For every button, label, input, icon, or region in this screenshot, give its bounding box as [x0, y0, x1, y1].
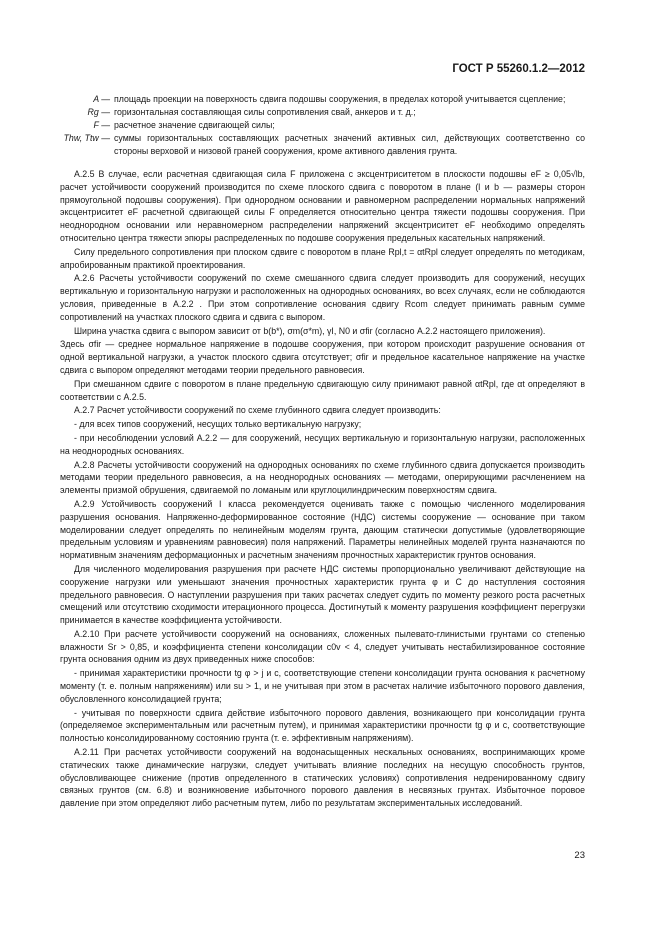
list-item: - для всех типов сооружений, несущих только вертикальную нагрузку;	[74, 419, 362, 430]
definition-row	[60, 106, 585, 119]
definition-row	[60, 132, 585, 158]
definition-row	[60, 119, 585, 132]
paragraph-a-2-8: А.2.8 Расчеты устойчивости сооружений на однородных основаниях по схеме глубинного сдвига допускается производить методами теории предельного равновесия, а на неоднородных основаниях — методами, оперирующими расчленением на элементы призмой обрушения, сдвигаемой по ломаным или круглоцилиндрическим поверхностям сдвига.	[60, 459, 585, 496]
page-number: 23	[574, 850, 585, 861]
definition-text: площадь проекции на поверхность сдвига подошвы сооружения, в пределах которой учитывается сцепление;	[114, 94, 566, 104]
paragraph-sigma-fir: Здесь σfir — среднее нормальное напряжение в подошве сооружения, при котором происходит разрушение основания от одной вертикальной нагрузки, а участок плоского сдвига отсутствует; σfir и предельное касательное напряжение на участке сдвига с выпором определяют методами теории предельного равновесия.	[60, 339, 585, 375]
definition-symbol: Thw, Ttw —	[63, 133, 110, 143]
list-item: - при несоблюдении условий А.2.2 — для сооружений, несущих вертикальную и горизонтальную нагрузки, расположенных на неоднородных основаниях.	[60, 432, 585, 456]
standard-header: ГОСТ Р 55260.1.2—2012	[452, 63, 585, 75]
paragraph-numerical-modeling: Для численного моделирования разрушения при расчете НДС системы пропорционально увеличивают действующие на сооружение нагрузки или уменьшают значения прочностных характеристик грунта φ и C до наступления состояния предельного равновесия. О наступлении разрушения при таких расчетах следует судить по моменту резкого роста расчетных смещений или отсутствию сходимости итерационного процесса. Достигнутый к моменту разрушения коэффициент перегрузки принимается в качестве коэффициента устойчивости.	[60, 563, 585, 626]
paragraph-a-2-6: А.2.6 Расчеты устойчивости сооружений по схеме смешанного сдвига следует производить для сооружений, несущих вертикальную и горизонтальную нагрузки и расположенных на однородных основаниях, во всех случаях, если не соблюдаются условия, приведенные в А.2.2 . При этом сопротивление основания сдвигу Rcom следует принимать равным сумме сопротивлений на участках плоского сдвига и сдвига с выпором.	[60, 273, 585, 322]
paragraph-rotation-resistance: Силу предельного сопротивления при плоском сдвиге с поворотом в плане Rpl,t = αtRpl следует определять по методикам, апробированным практикой проектирования.	[60, 246, 585, 270]
symbol-definitions	[60, 93, 585, 158]
list-item: - учитывая по поверхности сдвига действие избыточного порового давления, возникающего при консолидации грунта (определяемое экспериментальным или расчетным путем), и принимая характеристики прочности tg φ и c, соответствующие полностью консолидированному состоянию грунта (т. е. эффективным напряжениям).	[60, 707, 585, 744]
definition-text: суммы горизонтальных составляющих расчетных значений активных сил, действующих соответственно со стороны верховой и низовой граней сооружения, кроме активного давления грунта.	[114, 133, 585, 156]
paragraph-mixed-shear-rotation: При смешанном сдвиге с поворотом в плане предельную сдвигающую силу принимают равной αtRpl, где αt определяют в соответствии с А.2.5.	[60, 378, 585, 402]
paragraph-a-2-10: А.2.10 При расчете устойчивости сооружений на основаниях, сложенных пылевато-глинистыми грунтами со степенью влажности Sr > 0,85, и коэффициента степени консолидации c0v < 4, следует учитывать нестабилизированное состояние грунта основания одним из двух приведенных ниже способов:	[60, 628, 585, 665]
paragraph-a-2-9: А.2.9 Устойчивость сооружений I класса рекомендуется оценивать также с помощью численного моделирования разрушения основания. Напряженно-деформированное состояние (НДС) системы сооружение — основание при таком моделировании следует определять по нелинейным моделям грунта, дающим статически допустимые (удовлетворяющие предельным условиям и уравнениям равновесия) поля напряжений. Параметры нелинейных моделей грунта назначаются по нормативным значениям деформационных и расчетным значениям прочностных характеристик грунтов основания.	[60, 498, 585, 561]
paragraph-shear-width: Ширина участка сдвига с выпором зависит от b(b*), σm(σ*m), γI, N0 и σfir (согласно А.2.2 настоящего приложения).	[74, 325, 546, 336]
paragraph-a-2-11: А.2.11 При расчетах устойчивости сооружений на водонасыщенных нескальных основаниях, воспринимающих кроме статических также динамические нагрузки, следует учитывать влияние последних на несущую способность грунтов, обусловливающее снижение (против определенного в статических условиях) сопротивления недренированному сдвигу связных грунтов (см. 6.8) и возникновение избыточного порового давления в несвязных грунтах. Избыточное поровое давление при этом определяют либо расчетным путем, либо по результатам экспериментальных исследований.	[60, 747, 585, 809]
definition-text: расчетное значение сдвигающей силы;	[114, 120, 275, 130]
definition-row	[60, 93, 585, 106]
document-body	[60, 168, 585, 811]
paragraph-a-2-5: А.2.5 В случае, если расчетная сдвигающая сила F приложена с эксцентриситетом в плоскости подошвы eF ≥ 0,05√lb, расчет устойчивости сооружений производится по схеме плоского сдвига с поворотом в плане (l и b — размеры сторон прямоугольной подошвы сооружения). При однородном основании и равномерном распределении нормальных напряжений эксцентриситет eF расчетной сдвигающей силы F определяется относительно центра тяжести подошвы сооружения. При неоднородном основании или неравномерном распределении напряжений эксцентриситет eF необходимо определять относительно центра тяжести эпюры распределенных по подошве сооружения предельных касательных напряжений.	[60, 169, 585, 243]
paragraph-a-2-7: А.2.7 Расчет устойчивости сооружений по схеме глубинного сдвига следует производить:	[74, 405, 441, 416]
definition-text: горизонтальная составляющая силы сопротивления свай, анкеров и т. д.;	[114, 107, 416, 117]
definition-symbol: F —	[93, 120, 110, 130]
definition-symbol: A —	[93, 94, 110, 104]
definition-symbol: Rg —	[87, 107, 110, 117]
list-item: - принимая характеристики прочности tg φ > j и c, соответствующие степени консолидации грунта основания к расчетному моменту (т. е. полным напряжениям) или su > 1, и не учитывая при этом в расчетах наличие избыточного порового давления, обусловленного консолидацией грунта;	[60, 668, 585, 704]
